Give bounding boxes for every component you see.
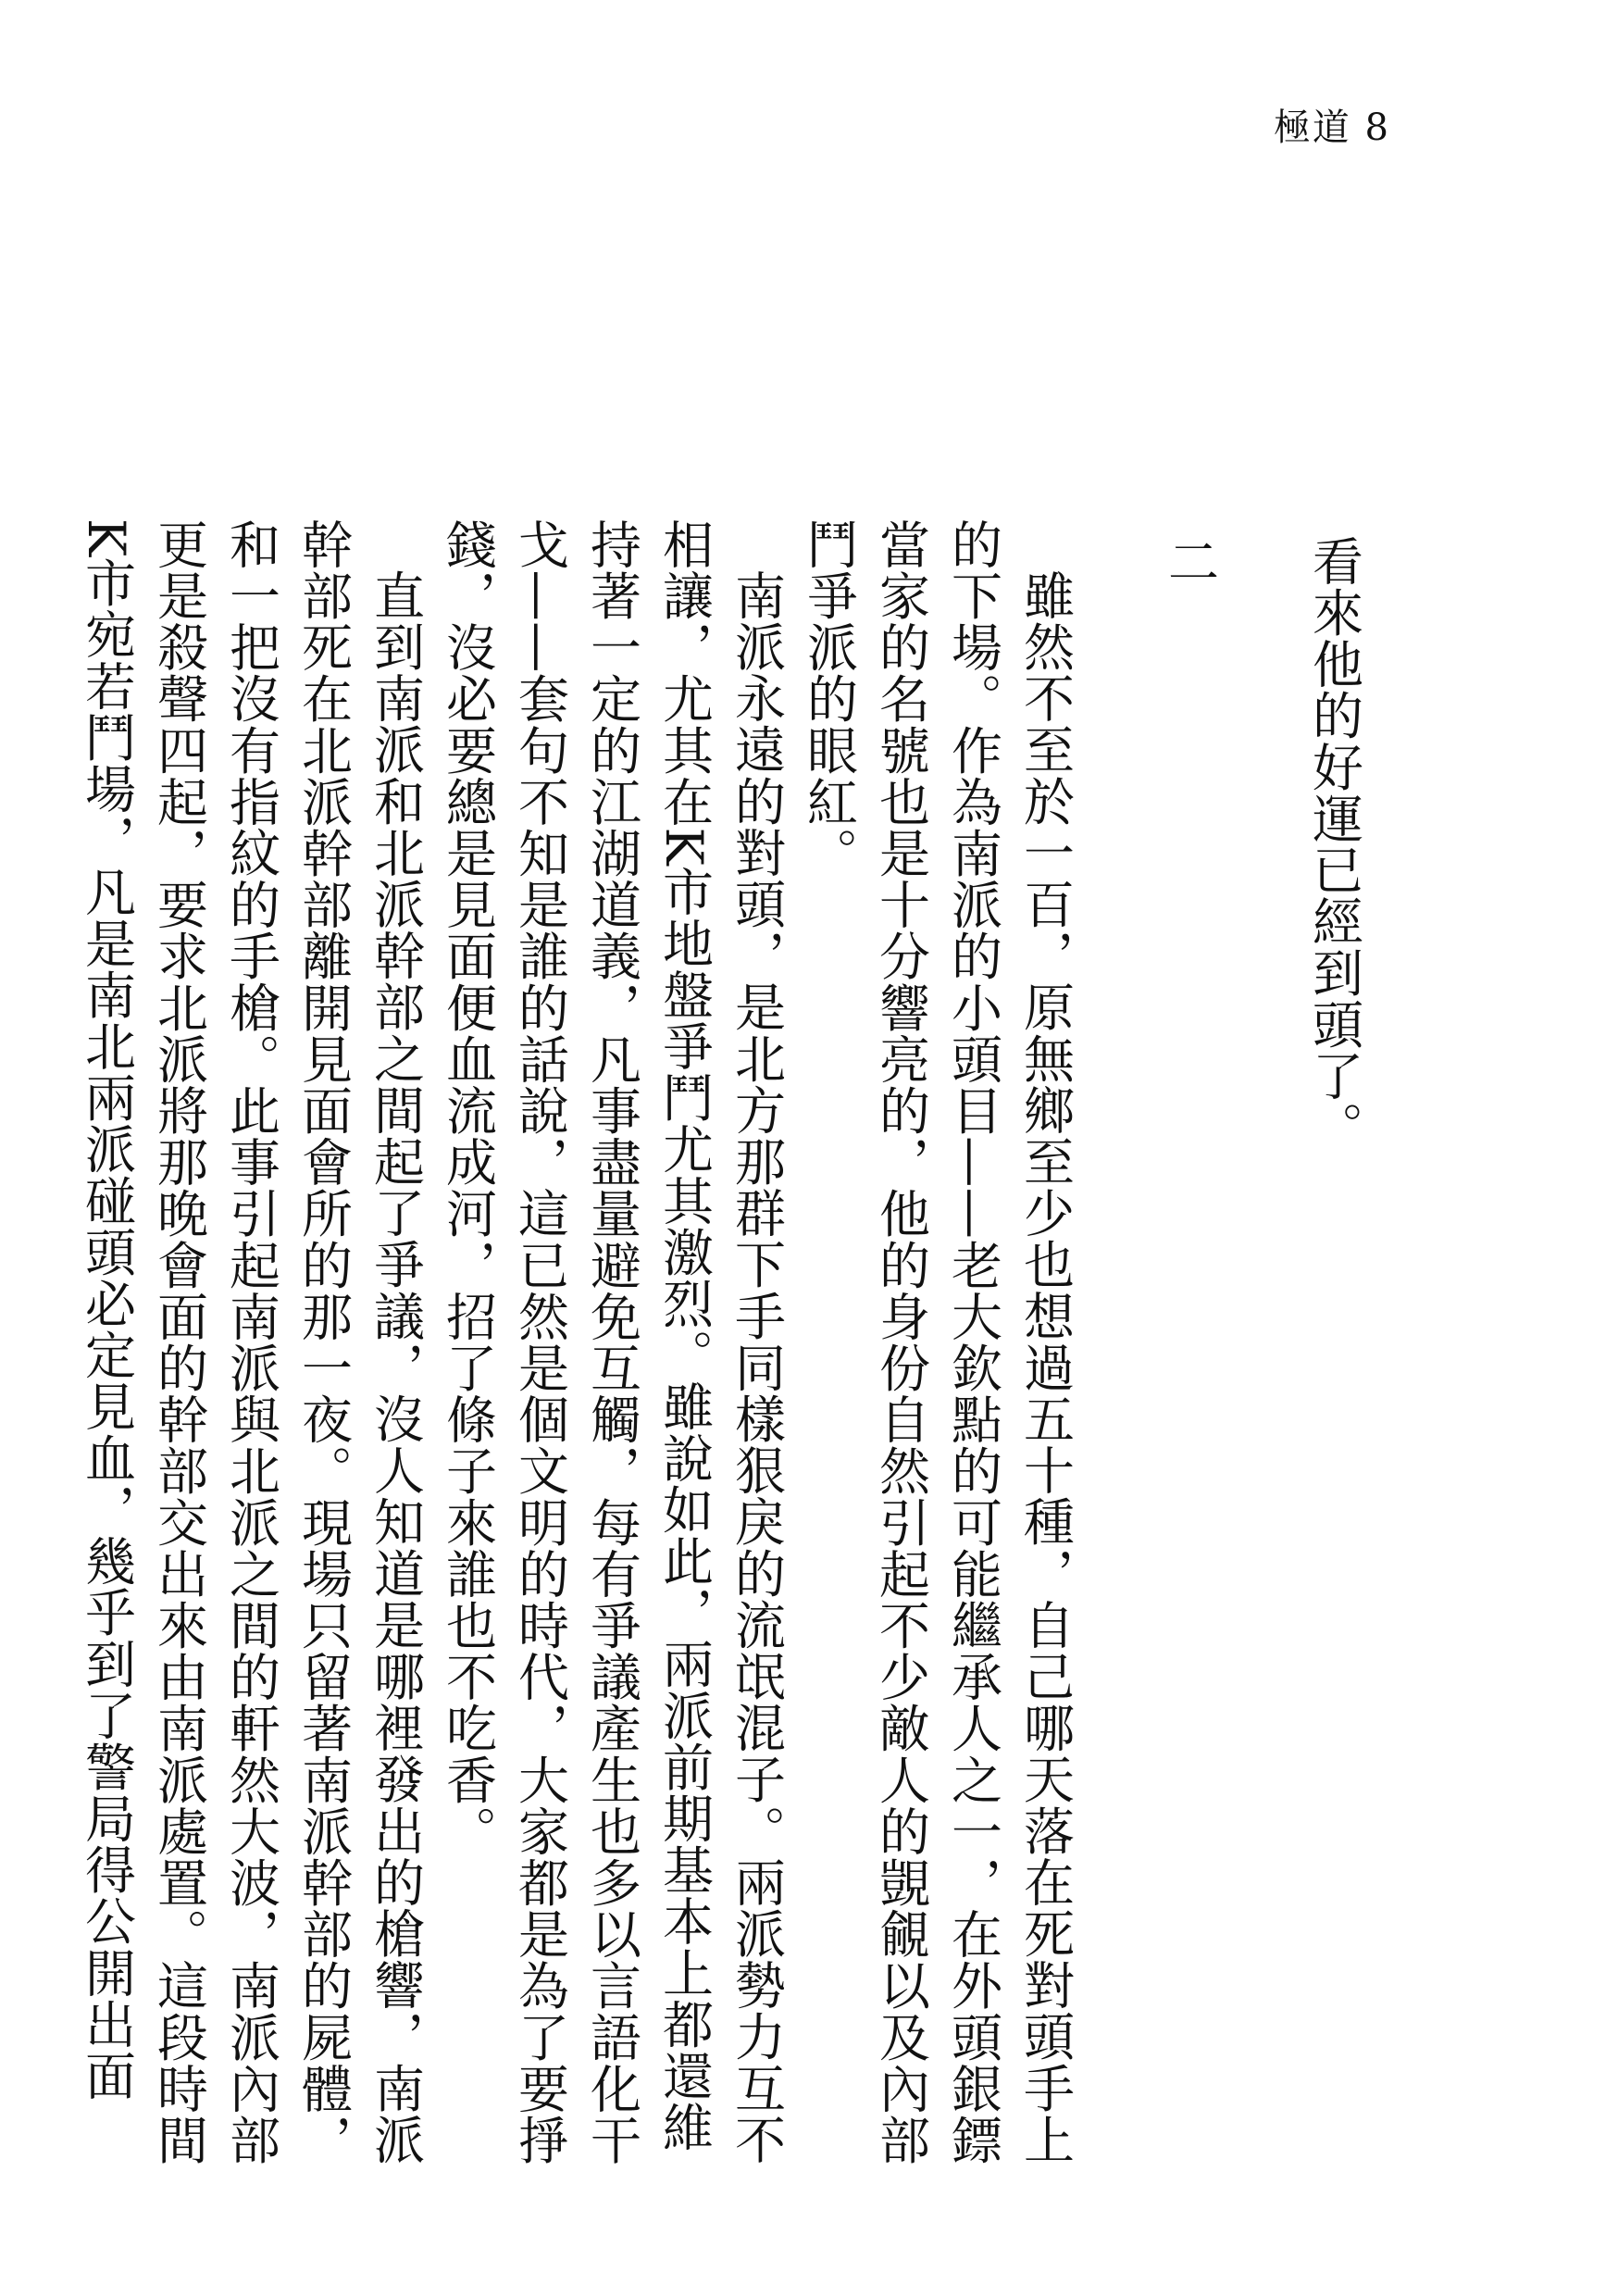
paragraph: 南派永遠的對頭，是北方那群下手同樣狠戾的流氓混子。兩派勢力互不相讓，尤其在K市地盤爭鬥尤其激烈。雖說如此，兩派前期基本上都還維持著一定的江湖道義，凡事盡量避免互觸，每有爭議產生也多以言語化干戈——套句不知是誰的話說，這已然是個文明的時代，大家都是為了要掙錢，沒必要總是見面便血流成河，招了條子來誰也不吃香。 (438, 518, 786, 2166)
running-title: 極道 8 (1273, 106, 1390, 149)
paragraph: 直到南派和北派幹部之間起了爭議，沒人知道是哪裡發出的槍響，南派幹部死在北派幹部離開見面會所的那一夜。現場只留著南派幹部的屍體，和一把沒有指紋的手槍。此事引起南派與北派之間的軒然大波，南派內部更是殺聲四起，要求北派將那晚會面的幹部交出來由南派處置。這段時間K市宛若鬥場，凡是南北兩派碰頭必定見血，幾乎到了警局得公開出面 (77, 518, 425, 2166)
section-heading: 二 (1160, 535, 1219, 587)
paragraph: 雖然不至於一百，原無鄉至少也想過五十種，自己哪天落在死對頭手上的下場。作為南派的小頭目——老大欽點的可能繼承人之一，在外頭銀鏢當家的名號也是十分響亮的，他的身份自然引起不少敵人的覬覦以及內部鬥爭派的眼紅。 (799, 518, 1075, 2166)
page-header (1273, 106, 1390, 149)
closing-line: 看來他的好運已經到頭了。 (1304, 535, 1363, 1154)
vertical-text-body (77, 518, 1370, 2166)
